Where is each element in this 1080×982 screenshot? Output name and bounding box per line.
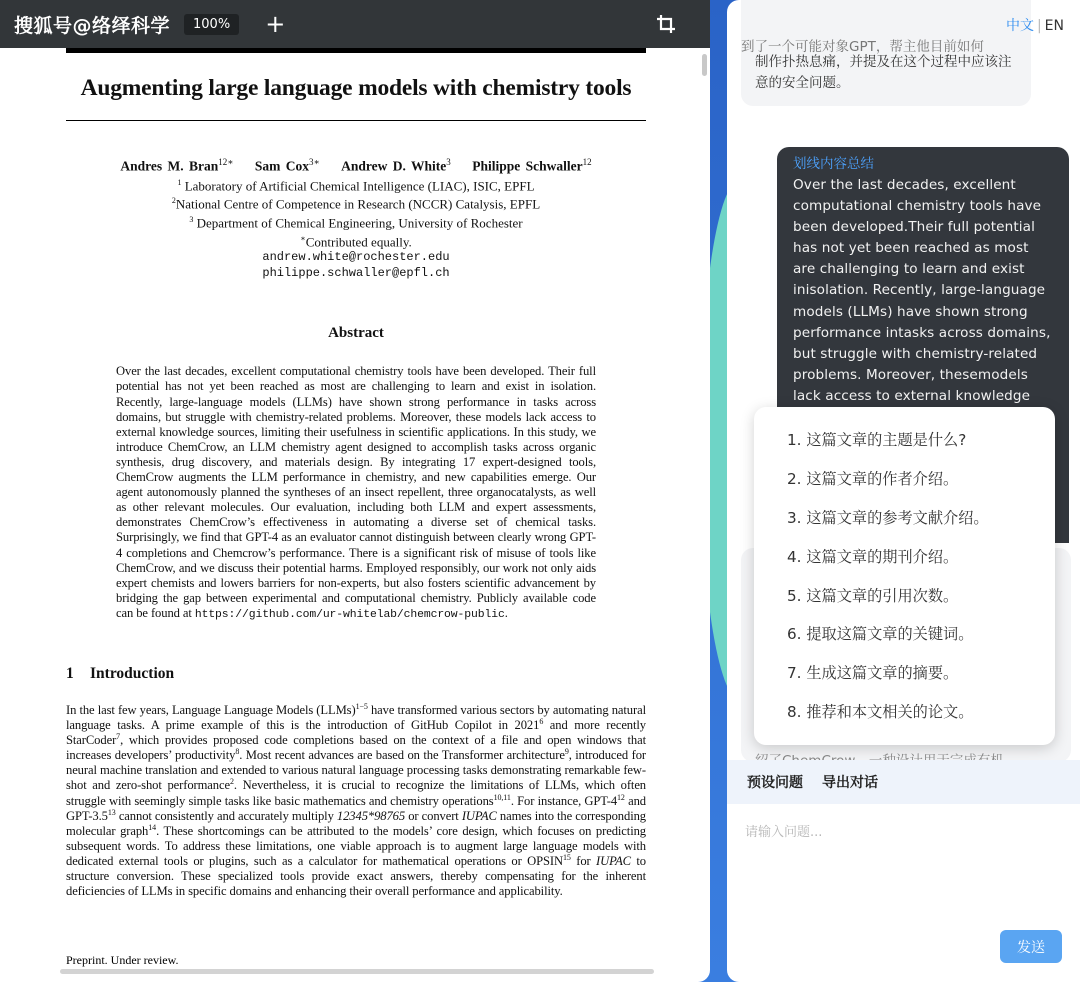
watermark-brand: 搜狐号@络绎科学	[14, 14, 171, 37]
affil-text: Department of Chemical Engineering, University of Rochester	[196, 215, 523, 231]
question-input[interactable]	[727, 804, 1080, 924]
preset-questions-button[interactable]: 预设问题	[747, 775, 803, 791]
citation-mark: 14	[148, 822, 157, 832]
chat-panel	[727, 0, 1080, 982]
lang-zh-option[interactable]: 中文	[1005, 18, 1034, 34]
affil-text: National Centre of Competence in Research (NCCR) Catalysis, EPFL	[175, 196, 541, 212]
assistant-message-cut-text	[755, 750, 1004, 760]
citation-mark: 10,11	[493, 792, 511, 802]
preset-questions-menu	[754, 407, 1055, 745]
abstract-end: .	[504, 605, 508, 620]
send-button[interactable]: 发送	[1000, 930, 1062, 963]
intro-text: or convert	[405, 808, 462, 823]
section-title: Introduction	[90, 664, 175, 682]
intro-text: . For instance, GPT-4	[510, 793, 618, 808]
author-email: andrew.white@rochester.edu	[262, 250, 450, 265]
plus-icon[interactable]: +	[265, 10, 286, 38]
intro-text: and more recently StarCoder	[66, 718, 647, 748]
lang-en-option[interactable]: EN	[1044, 18, 1064, 34]
chat-toolbar	[727, 760, 1080, 804]
intro-text: have transformed various sectors by automating natural language tasks. A prime example of this is the introduction of GitHub Copilot in 2021	[66, 702, 646, 733]
preset-question-item[interactable]: 1. 这篇文章的主题是什么?	[787, 431, 967, 449]
author-affil-mark: 12∗	[218, 157, 234, 167]
pdf-page	[66, 48, 646, 899]
citation-mark: 6	[539, 716, 544, 726]
preset-question-item[interactable]: 8. 推荐和本文相关的论文。	[787, 703, 974, 722]
intro-text: . These shortcomings can be attributed to the models’ core design, which focuses on predicting subsequent words. To address these limitations, one viable approach is to augment large language models with dedicated external tools or plugins, such as a calculator for mathematical operations or OPSIN	[66, 823, 646, 868]
affiliation	[66, 212, 646, 231]
abstract-heading: Abstract	[328, 325, 384, 342]
code-link[interactable]: https://github.com/ur-whitelab/chemcrow-public	[194, 608, 505, 621]
intro-text: In the last few years, Language Language Models (LLMs)	[66, 702, 356, 717]
preset-question-item[interactable]: 2. 这篇文章的作者介绍。	[787, 469, 959, 488]
intro-text: and GPT-3.5	[66, 793, 647, 823]
vertical-scrollbar[interactable]	[702, 54, 707, 76]
abstract-text	[116, 364, 596, 623]
export-conversation-button[interactable]: 导出对话	[822, 775, 878, 791]
author-name: Andrew D. White	[341, 158, 447, 174]
abstract-body-text: Over the last decades, excellent computational chemistry tools have been developed. Their full potential has not yet been reached as most are challenging to learn and exist in isolation. Recently, large-language models (LLMs) have shown strong performance in tasks across domains, but struggle with chemistry-related problems. Moreover, these models lack access to external knowledge sources, limiting their usefulness in scientific applications. In this study, we introduce ChemCrow, an LLM chemistry agent designed to accomplish tasks across organic synthesis, drug discovery, and materials design. By integrating 17 expert-designed tools, ChemCrow augments the LLM performance in chemistry, and new capabilities emerge. Our agent autonomously planned the syntheses of an insect repellent, three organocatalysts, as well as other relevant molecules. Our evaluation, including both LLM and expert assessments, demonstrates ChemCrow’s effectiveness in automating a diverse set of chemical tasks. Surprisingly, we find that GPT-4 as an evaluator cannot distinguish between clearly wrong GPT-4 completions and Chemcrow’s performance. There is a significant risk of misuse of tools like ChemCrow, and we discuss their potential harms. Employed responsibly, our work not only aids expert chemists and lowers barriers for non-experts, but also fosters scientific advancement by bridging the gap between experimental and computational chemistry. Publicly available code can be found at	[116, 364, 596, 620]
lang-separator: |	[1036, 18, 1042, 34]
horizontal-scrollbar[interactable]	[60, 969, 654, 974]
affil-mark: 2	[171, 196, 176, 206]
affiliation	[66, 231, 646, 250]
user-message-label: 划线内容总结	[793, 156, 874, 172]
language-switch	[1006, 15, 1064, 35]
preset-question-item[interactable]: 3. 这篇文章的参考文献介绍。	[787, 508, 989, 527]
intro-text: . Most recent advances are based on the Transformer architecture	[239, 748, 565, 763]
citation-mark: 2	[229, 777, 234, 787]
user-message-text: Over the last decades, excellent computational chemistry tools have been developed.Their full potential has not yet been reached as most are challenging to learn and exist inisolation. Recently, large-language models (LLMs) have shown strong performance intasks across domains, but struggle with chemistry-related problems. Moreover, thesemodels lack access to external knowledge	[793, 177, 1051, 404]
intro-italic: IUPAC	[596, 853, 631, 868]
crop-icon[interactable]	[656, 14, 676, 34]
intro-italic: IUPAC	[461, 808, 497, 823]
intro-text: , introduced for neural machine translation and extended to various natural language processing tasks demonstrating remarkable few-shot and zero-shot performance	[66, 748, 646, 793]
intro-text: to structure conversion. These specialized tools provide exact answers, thereby compensating for the inherent deficiencies of LLMs in specific domains and enhancing their overall performance and applicability.	[66, 853, 646, 899]
author-affil-mark: 12	[582, 157, 592, 167]
author-email: philippe.schwaller@epfl.ch	[262, 265, 450, 280]
citation-mark: 15	[563, 852, 571, 862]
previous-message-text: 制作扑热息痛，并提及在这个过程中应该注意的安全问题。	[755, 54, 1012, 91]
author-name: Andres M. Bran	[120, 158, 219, 174]
section-heading	[66, 665, 646, 683]
section-number: 1	[66, 664, 74, 682]
citation-mark: 9	[564, 747, 569, 757]
intro-text: for	[570, 853, 597, 868]
preset-question-item[interactable]: 5. 这篇文章的引用次数。	[787, 586, 959, 605]
paper-title: Augmenting large language models with chemistry tools	[80, 75, 632, 101]
preset-question-item[interactable]: 6. 提取这篇文章的关键词。	[787, 625, 974, 644]
intro-italic: 12345*98765	[336, 808, 406, 823]
intro-text: , which provides proposed code completions based on the context of a file and open windows that increases developers’ productivity	[66, 733, 646, 763]
introduction-text	[66, 703, 646, 899]
citation-mark: 1−5	[355, 701, 368, 711]
preset-question-item[interactable]: 4. 这篇文章的期刊介绍。	[787, 547, 959, 566]
pdf-toolbar	[0, 0, 710, 48]
affiliation	[66, 193, 646, 212]
citation-mark: 8	[235, 747, 240, 757]
page-footer: Preprint. Under review.	[66, 953, 179, 967]
intro-text: . Nevertheless, it is crucial to recognize the limitations of LLMs, which often struggle with seemingly simple tasks like basic mathematics and chemistry operations	[66, 778, 647, 808]
author-name: Sam Cox	[254, 158, 309, 174]
affiliation	[66, 175, 646, 194]
preset-question-item[interactable]: 7. 生成这篇文章的摘要。	[787, 664, 959, 683]
author-affil-mark: 3∗	[309, 157, 320, 167]
citation-mark: 13	[107, 807, 116, 817]
author-list	[66, 157, 646, 175]
affil-mark: ∗	[300, 234, 306, 244]
affil-text: Contributed equally.	[305, 234, 412, 250]
affil-text: Laboratory of Artificial Chemical Intelligence (LIAC), ISIC, EPFL	[184, 177, 535, 193]
author-affil-mark: 3	[446, 157, 451, 167]
affil-mark: 3	[189, 215, 194, 225]
title-bottom-rule	[66, 120, 646, 121]
intro-text: cannot consistently and accurately multiply	[115, 808, 337, 823]
title-top-rule	[66, 48, 646, 53]
citation-mark: 7	[116, 731, 121, 741]
affil-mark: 1	[177, 177, 182, 187]
author-name: Philippe Schwaller	[472, 158, 583, 174]
zoom-level[interactable]: 100%	[184, 14, 239, 35]
intro-text: names into the corresponding molecular graph	[66, 808, 646, 838]
previous-message-cut-text: 到了一个可能对象GPT，帮主他目前如何	[741, 39, 984, 55]
citation-mark: 12	[617, 792, 625, 802]
